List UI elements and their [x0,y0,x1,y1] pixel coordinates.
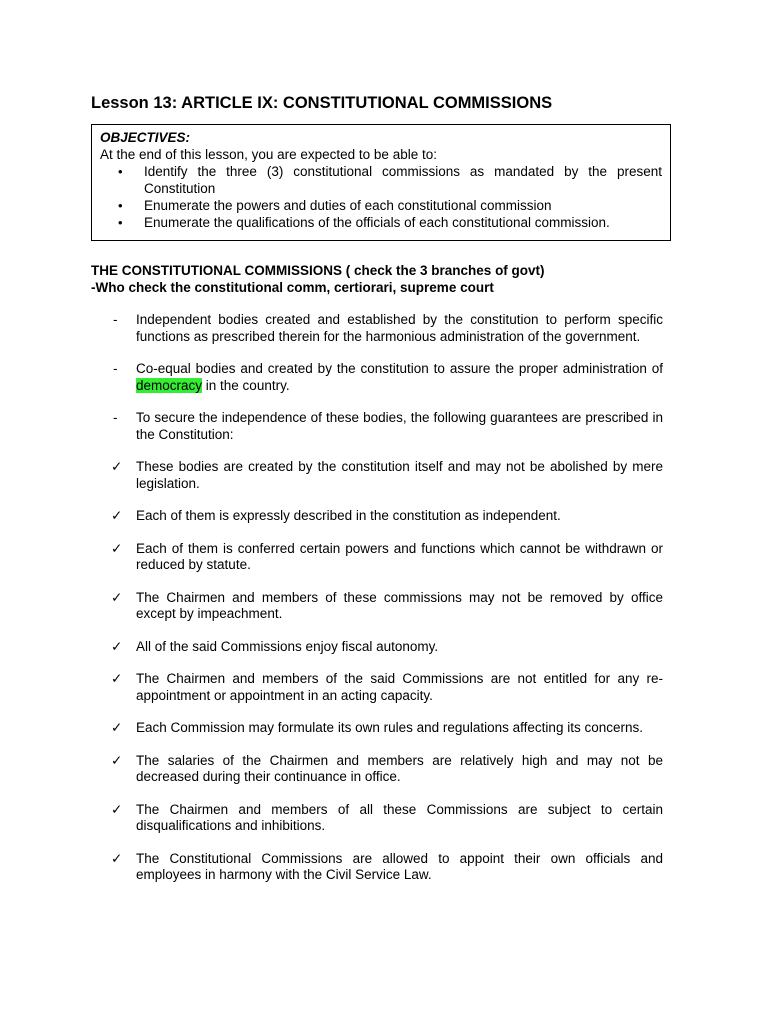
content-list [91,312,663,900]
objectives-heading: OBJECTIVES: [100,130,191,145]
section-heading [91,262,671,296]
checkmark-icon: ✓ [111,508,123,523]
item-text: The Chairmen and members of all these Commissions are subject to certain disqualifications and inhibitions. [136,801,663,833]
item-text: The Chairmen and members of these commissions may not be removed by office except by impeachment. [136,589,663,621]
dash-item [91,312,663,345]
objectives-box [91,124,671,241]
checkmark-icon: ✓ [111,850,123,866]
objective-item [100,163,662,197]
check-item [91,590,663,623]
item-text: These bodies are created by the constitution itself and may not be abolished by mere legislation. [136,459,663,491]
objective-text: Enumerate the qualifications of the officials of each constitutional commission. [144,215,610,230]
check-item [91,802,663,835]
section-heading-subline: -Who check the constitutional comm, certiorari, supreme court [91,280,494,295]
checkmark-icon: ✓ [111,459,123,474]
check-item [91,720,663,737]
dash-marker: - [113,312,118,327]
check-item [91,671,663,704]
checkmark-icon: ✓ [111,752,123,768]
checkmark-icon: ✓ [111,671,123,686]
objectives-intro: At the end of this lesson, you are expected to be able to: [100,147,437,162]
check-item [91,851,663,884]
check-item [91,508,663,525]
bullet-icon: • [118,164,123,179]
dash-item [91,410,663,443]
section-heading-line: THE CONSTITUTIONAL COMMISSIONS ( check the 3 branches of govt) [91,263,545,278]
dash-marker: - [113,361,118,376]
item-text: Each Commission may formulate its own rules and regulations affecting its concerns. [136,720,643,735]
check-item [91,639,663,656]
dash-item [91,361,663,394]
item-text: All of the said Commissions enjoy fiscal autonomy. [136,638,439,654]
checkmark-icon: ✓ [111,720,123,735]
objective-item [100,214,662,231]
item-text: in the country. [202,377,290,393]
item-text: Each of them is expressly described in the constitution as independent. [136,508,561,523]
checkmark-icon: ✓ [111,801,123,817]
bullet-icon: • [118,198,123,213]
objective-text: Enumerate the powers and duties of each constitutional commission [144,198,552,213]
checkmark-icon: ✓ [111,540,123,556]
lesson-title: Lesson 13: ARTICLE IX: CONSTITUTIONAL COMMISSIONS [91,94,553,112]
dash-marker: - [113,410,118,425]
item-text: Independent bodies created and established by the constitution to perform specific functions as prescribed therein for the harmonious administration of the government. [136,312,663,344]
item-text: The salaries of the Chairmen and members are relatively high and may not be decreased during their continuance in office. [136,752,663,784]
objectives-list [100,163,662,231]
item-text: To secure the independence of these bodies, the following guarantees are prescribed in the Constitution: [136,410,663,442]
check-item [91,753,663,786]
highlighted-word: democracy [136,377,203,393]
check-item [91,541,663,574]
item-text: The Constitutional Commissions are allowed to appoint their own officials and employees in harmony with the Civil Service Law. [136,850,663,882]
item-text: Each of them is conferred certain powers and functions which cannot be withdrawn or reduced by statute. [136,540,663,572]
checkmark-icon: ✓ [111,638,123,654]
objective-text: Identify the three (3) constitutional commissions as mandated by the present Constitution [144,164,662,196]
check-item [91,459,663,492]
item-text: The Chairmen and members of the said Commissions are not entitled for any re-appointment or appointment in an acting capacity. [136,671,663,703]
objective-item [100,197,662,214]
bullet-icon: • [118,215,123,230]
checkmark-icon: ✓ [111,589,123,605]
item-text: Co-equal bodies and created by the constitution to assure the proper administration of [136,361,663,376]
